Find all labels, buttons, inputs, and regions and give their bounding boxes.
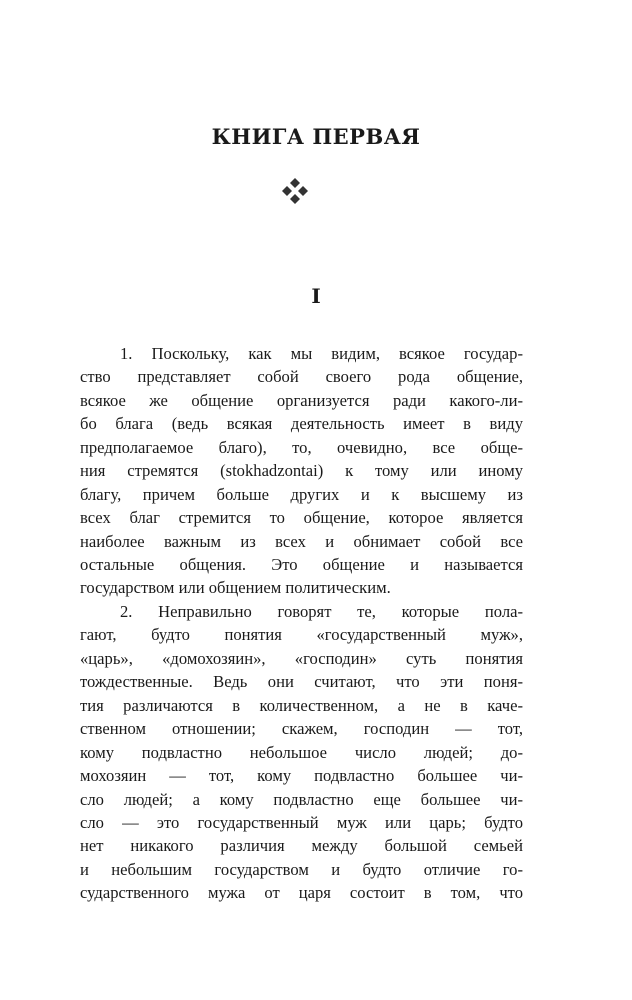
text-line: ственном отношении; скажем, господин — тот, [80,719,523,739]
text-line: «царь», «домохозяин», «господин» суть понятия [80,648,523,668]
text-line: тождественные. Ведь они считают, что эти поня- [80,672,523,692]
text-line: сло людей; а кому подвластно еще большее чи- [80,789,523,809]
text-line: всех благ стремится то общение, которое является [80,508,523,528]
text-line: бо блага (ведь всякая деятельность имеет в виду [80,414,523,434]
text-line: и небольшим государством и будто отличие го- [80,859,523,879]
text-line: государством или общением политическим. [80,578,391,598]
book-title: КНИГА ПЕРВАЯ [211,124,421,149]
text-line: тия различаются в количественном, а не в каче- [80,695,523,715]
text-line: мохозяин — тот, кому подвластно большее чи- [80,766,523,786]
four-diamond-ornament-icon [282,178,308,204]
text-line: кому подвластно небольшое число людей; до- [80,742,523,762]
text-line: остальные общения. Это общение и называется [80,554,523,574]
text-line: сударственного мужа от царя состоит в том, что [80,883,523,903]
text-line: предполагаемое благо), то, очевидно, все обще- [80,437,523,457]
text-line: 1. Поскольку, как мы видим, всякое государ- [120,344,523,363]
text-line: всякое же общение организуется ради какого-ли- [80,390,523,410]
text-line: ство представляет собой своего рода общение, [80,367,523,387]
text-line: благу, причем больше других и к высшему из [80,484,523,504]
paragraph-1 [80,342,523,600]
paragraph-2 [80,600,523,905]
text-line: ния стремятся (stokhadzontai) к тому или иному [80,461,523,481]
text-line: гают, будто понятия «государственный муж», [80,625,523,645]
text-line: нет никакого различия между большой семьей [80,836,523,856]
text-line: 2. Неправильно говорят те, которые пола- [120,602,523,621]
text-line: сло — это государственный муж или царь; будто [80,812,523,832]
text-line: наиболее важным из всех и обнимает собой все [80,531,523,551]
chapter-number: I [311,284,321,308]
